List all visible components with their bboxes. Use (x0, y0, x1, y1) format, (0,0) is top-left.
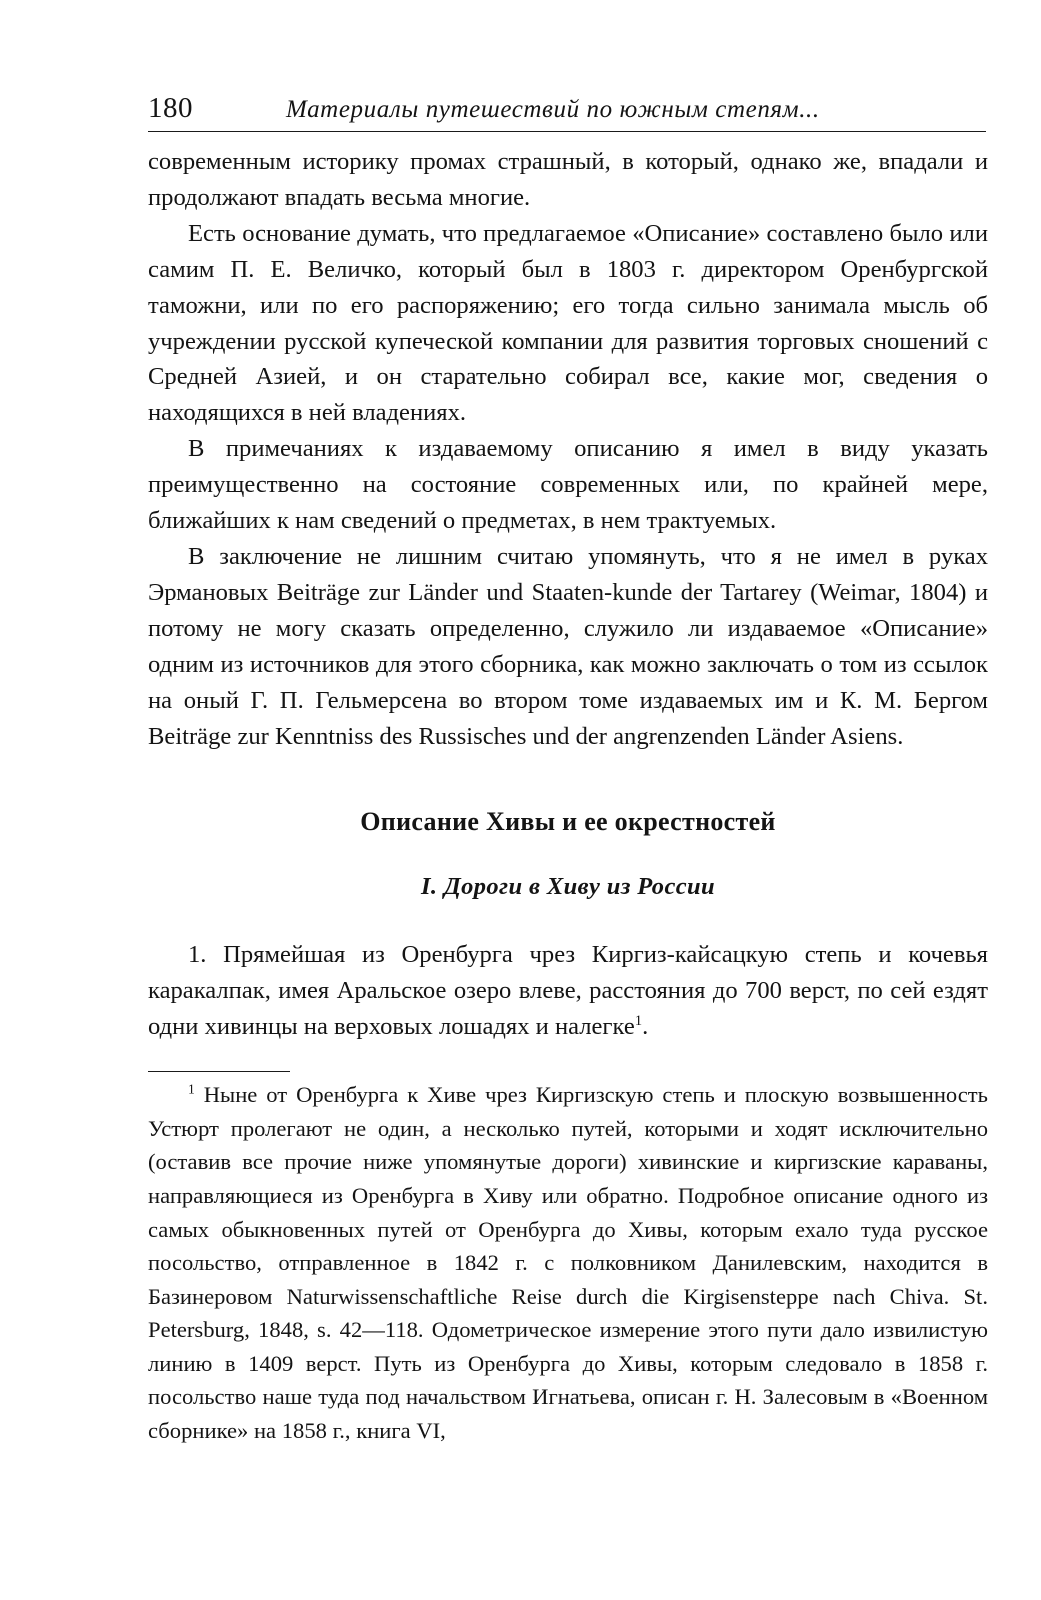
paragraph-conclusion: В заключение не лишним считаю упомянуть, что я не имел в руках Эрмановых Beiträge zur Länder und Staaten-kunde der Tartarey (Weimar, 1804) и потому не могу сказать определенно, служило ли издаваемое «Описание» одним из источников для этого сборника, как можно заключать о том из ссылок на оный Г. П. Гельмерсена во втором томе издаваемых им и К. М. Бергом Beiträge zur Kenntniss des Russisches und der angrenzenden Länder Asiens. (148, 542, 988, 750)
footnote-text: Ныне от Оренбурга к Хиве чрез Киргизскую степь и плоскую возвышенность Устюрт пролегают не один, а несколько путей, которыми и ходят исключительно (оставив все прочие ниже упомянутые дороги) хивинские и киргизские караваны, направляющиеся из Оренбурга в Хиву или обратно. Подробное описание одного из самых обыкновенных путей от Оренбурга до Хивы, которым ехало туда русское посольство, отправленное в 1842 г. с полковником Данилевским, находится в Базинеровом Naturwissenschaftliche Reise durch die Kirgisensteppe nach Chiva. St. Petersburg, 1848, s. 42—118. Одометрическое измерение этого пути дало извилистую линию в 1409 верст. Путь из Оренбурга до Хивы, которым следовало в 1858 г. посольство наше туда под начальством Игнатьева, описан г. Н. Залесовым в «Военном сборнике» на 1858 г., книга VI, (148, 1082, 988, 1444)
footnote-divider (148, 1071, 290, 1072)
paragraph-continued: современным историку промах страшный, в который, однако же, впадали и продолжают впадать весьма многие. (148, 148, 988, 211)
body-text (148, 144, 988, 754)
page-content (148, 92, 988, 1448)
road-item-1: 1. Прямейшая из Оренбурга чрез Киргиз-кайсацкую степь и кочевья каракалпак, имея Аральское озеро влеве, расстояния до 700 верст, по сей ездят одни хивинцы на верховых лошадях и налегке$^1$. (148, 941, 988, 1041)
footnote (148, 1078, 988, 1448)
section-title: Описание Хивы и ее окрестностей (360, 807, 776, 837)
road-item-1-text: 1. Прямейшая из Оренбурга чрез Киргиз-кайсацкую степь и кочевья каракалпак, имея Аральское озеро влеве, расстояния до 700 верст, по сей ездят одни хивинцы на верховых лошадях и налегке (148, 941, 988, 1041)
footnote-marker: 1 (188, 1081, 195, 1097)
paragraph-velichko: Есть основание думать, что предлагаемое «Описание» составлено было или самим П. Е. Величко, который был в 1803 г. директором Оренбургской таможни, или по его распоряжению; его тогда сильно занимала мысль об учреждении русской купеческой компании для развития торговых сношений с Средней Азией, и он старательно собирал все, какие мог, сведения о находящихся в ней владениях. (148, 219, 988, 427)
footnote-reference: 1 (634, 1013, 643, 1030)
running-title: Материалы путешествий по южным степям... (286, 96, 820, 123)
page-number: 180 (148, 92, 193, 124)
subsection-title: I. Дороги в Хиву из России (420, 873, 716, 901)
running-header (148, 92, 986, 132)
paragraph-notes: В примечаниях к издаваемому описанию я имел в виду указать преимущественно на состояние современных или, по крайней мере, ближайших к нам сведений о предметах, в нем трактуемых. (148, 435, 988, 535)
